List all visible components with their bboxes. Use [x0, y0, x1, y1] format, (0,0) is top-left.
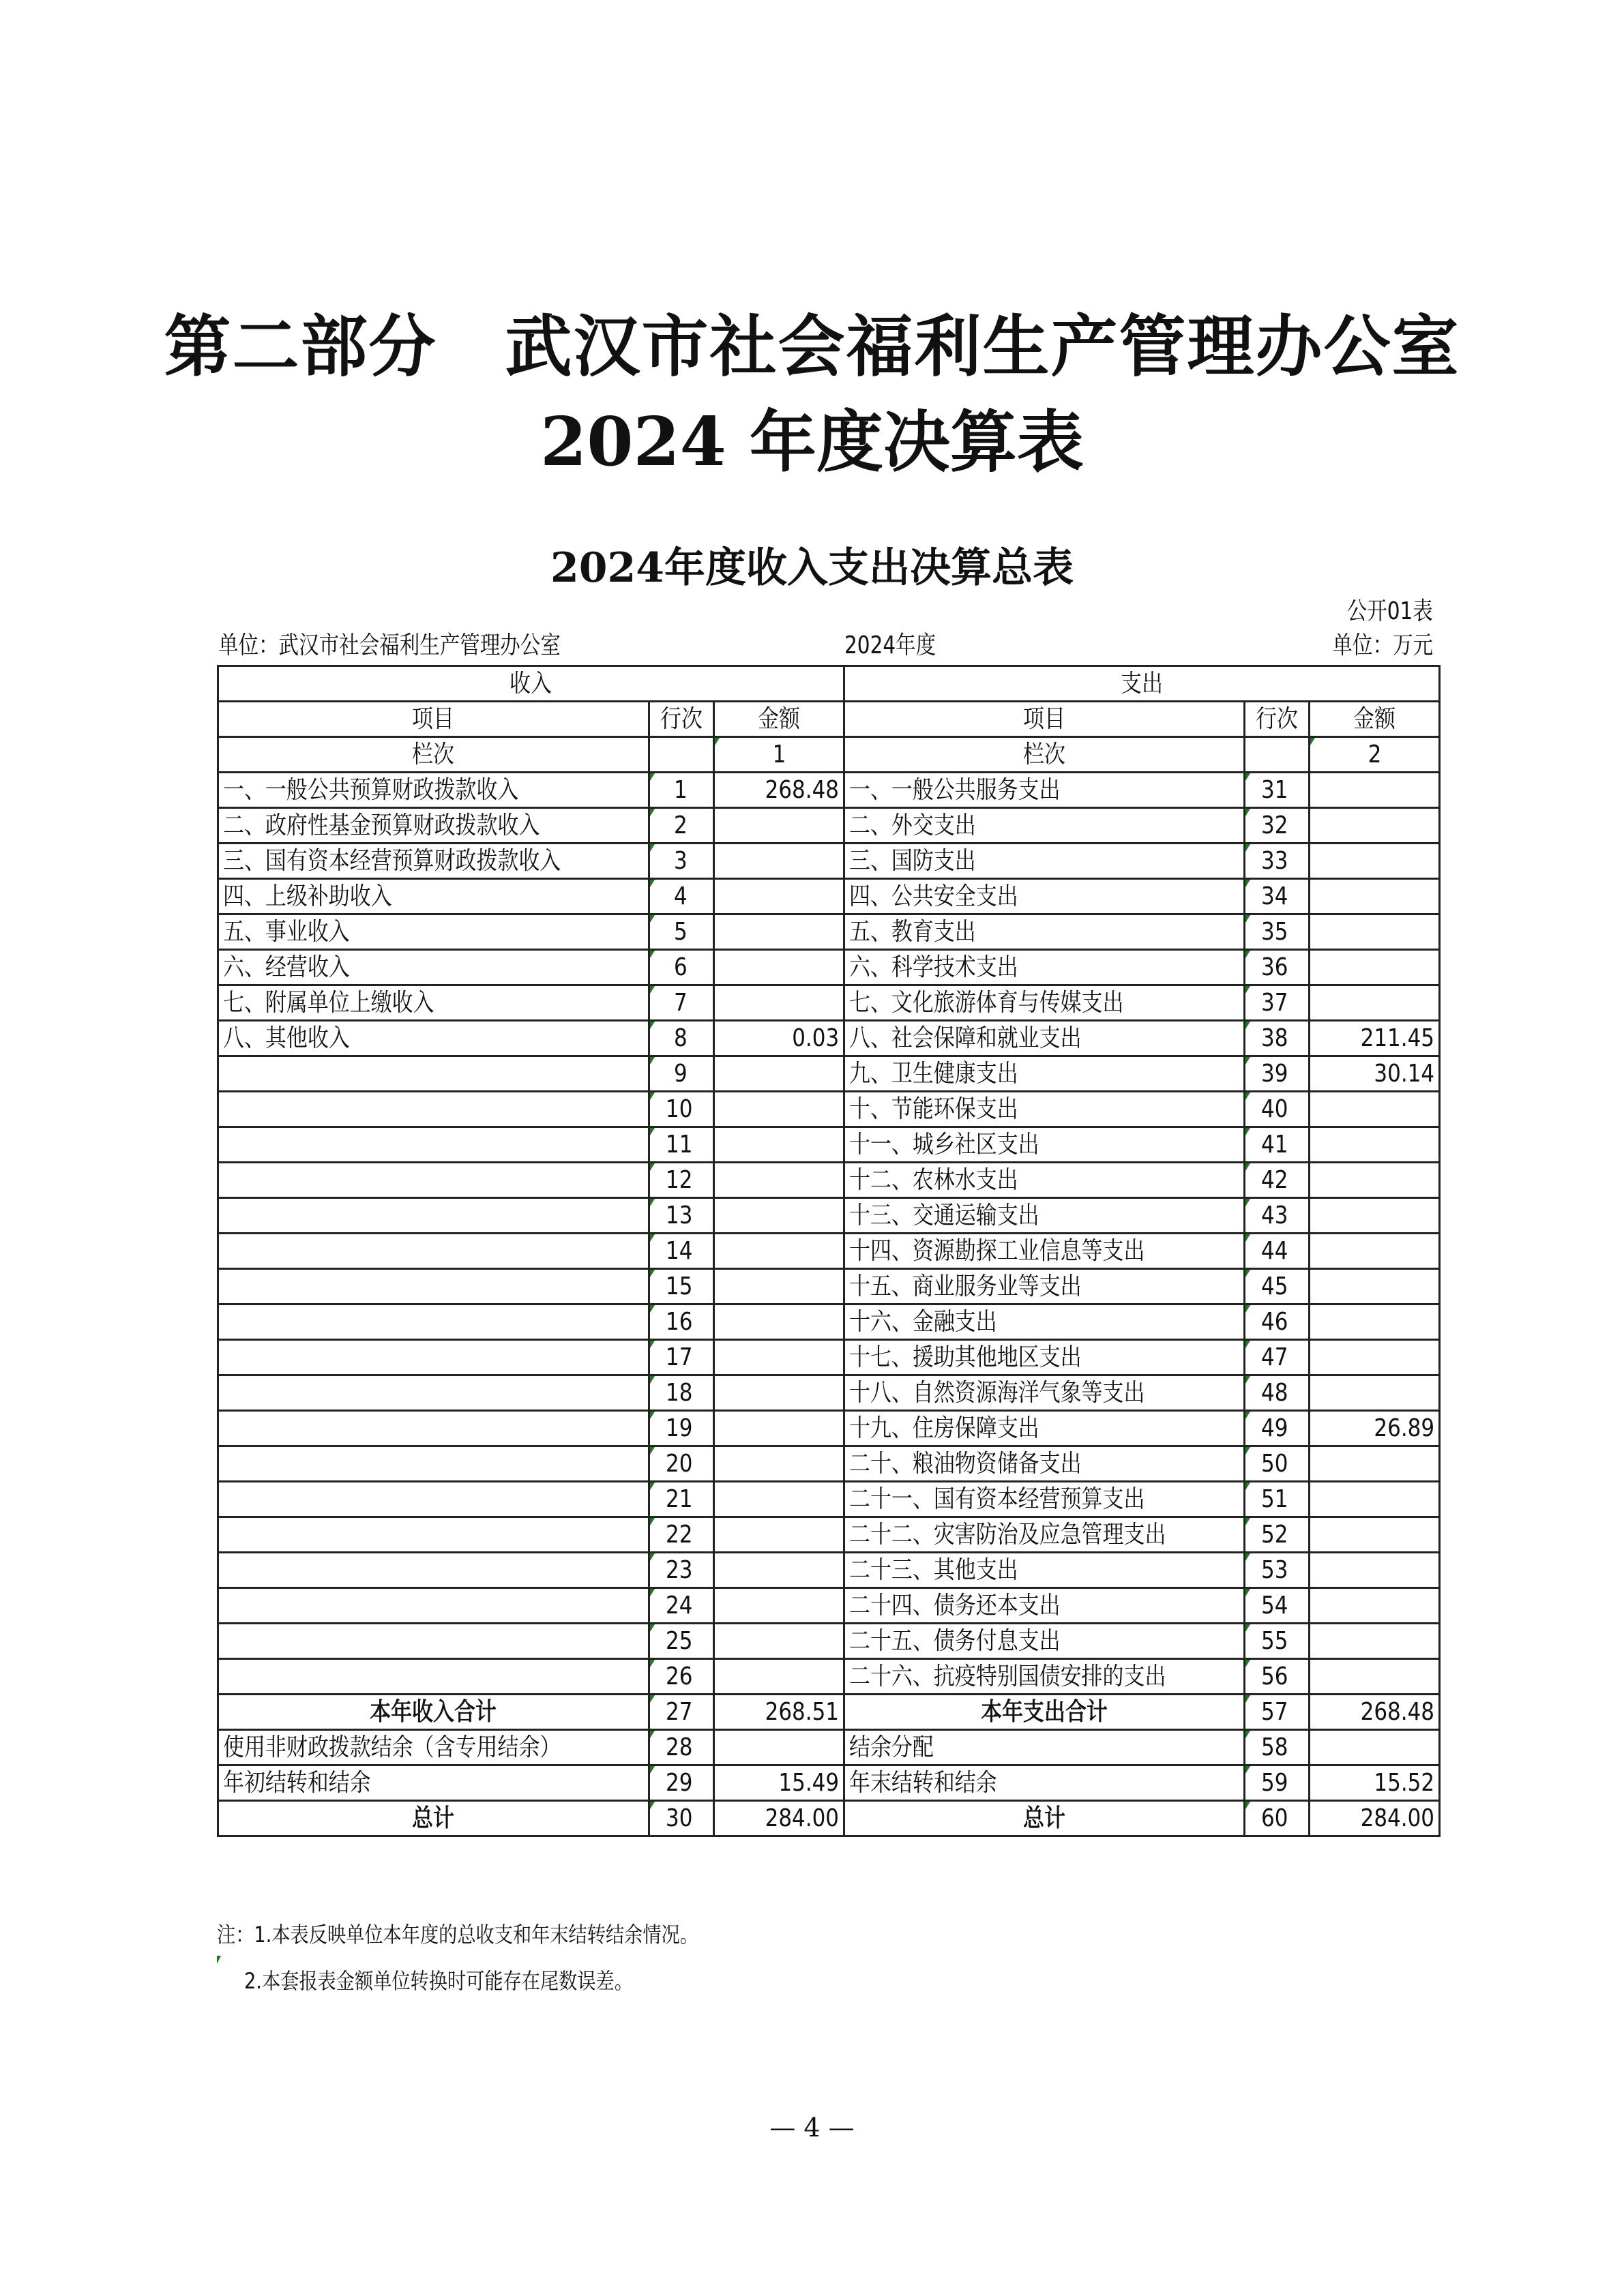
heading-org: 武汉市社会福利生产管理办公室 [505, 308, 1460, 386]
expense-row-no: 51 [1245, 1482, 1310, 1517]
income-amount [714, 1198, 844, 1234]
expense-row-no: 35 [1245, 914, 1310, 950]
expense-row-no: 60 [1245, 1801, 1310, 1836]
income-row-no: 10 [649, 1092, 714, 1127]
expense-item: 二十四、债务还本支出 [844, 1588, 1245, 1624]
expense-amount [1310, 1659, 1440, 1695]
expense-row-no: 56 [1245, 1659, 1310, 1695]
expense-amount [1310, 879, 1440, 914]
income-amount [714, 1446, 844, 1482]
income-amount [714, 1304, 844, 1340]
income-item [218, 1198, 649, 1234]
expense-row-no: 49 [1245, 1411, 1310, 1446]
income-expense-table [217, 665, 1441, 1837]
income-item: 三、国有资本经营预算财政拨款收入 [218, 844, 649, 879]
expense-row-no: 52 [1245, 1517, 1310, 1553]
table-row [218, 879, 1440, 914]
income-amount [714, 1092, 844, 1127]
income-item [218, 1624, 649, 1659]
expense-amount [1310, 1482, 1440, 1517]
expense-row-no: 58 [1245, 1730, 1310, 1765]
income-amount [714, 1624, 844, 1659]
income-row-no: 22 [649, 1517, 714, 1553]
income-row-no: 1 [649, 773, 714, 808]
table-row [218, 1624, 1440, 1659]
income-row-no: 26 [649, 1659, 714, 1695]
table-row [218, 1269, 1440, 1304]
income-amount [714, 1730, 844, 1765]
income-col-label: 栏次 [218, 737, 649, 773]
expense-amount [1310, 808, 1440, 844]
expense-item: 十、节能环保支出 [844, 1092, 1245, 1127]
income-item [218, 1269, 649, 1304]
income-row-no: 27 [649, 1695, 714, 1730]
note-2: 2.本套报表金额单位转换时可能存在尾数误差。 [244, 1968, 633, 1994]
income-row-no: 6 [649, 950, 714, 985]
expense-item: 结余分配 [844, 1730, 1245, 1765]
table-row [218, 1234, 1440, 1269]
income-row-no: 15 [649, 1269, 714, 1304]
expense-row-no: 45 [1245, 1269, 1310, 1304]
income-amount [714, 808, 844, 844]
expense-row-no: 34 [1245, 879, 1310, 914]
expense-col-blank [1245, 737, 1310, 773]
expense-item: 总计 [844, 1801, 1245, 1836]
expense-item-header: 项目 [844, 702, 1245, 737]
expense-item: 六、科学技术支出 [844, 950, 1245, 985]
income-amount [714, 1056, 844, 1092]
income-amount [714, 879, 844, 914]
income-item [218, 1411, 649, 1446]
expense-item: 二、外交支出 [844, 808, 1245, 844]
income-amount [714, 950, 844, 985]
income-item [218, 1517, 649, 1553]
income-item: 八、其他收入 [218, 1021, 649, 1056]
income-amount [714, 1269, 844, 1304]
expense-item: 二十一、国有资本经营预算支出 [844, 1482, 1245, 1517]
income-amount [714, 1234, 844, 1269]
form-code: 公开01表 [1346, 597, 1433, 625]
income-amount [714, 1588, 844, 1624]
income-item [218, 1482, 649, 1517]
expense-row-no: 46 [1245, 1304, 1310, 1340]
expense-row-no: 41 [1245, 1127, 1310, 1163]
table-row [218, 1695, 1440, 1730]
table-row [218, 1659, 1440, 1695]
expense-item: 七、文化旅游体育与传媒支出 [844, 985, 1245, 1021]
expense-row-no: 43 [1245, 1198, 1310, 1234]
expense-col-index: 2 [1310, 737, 1440, 773]
income-row-no: 3 [649, 844, 714, 879]
expense-amount: 30.14 [1310, 1056, 1440, 1092]
table-row [218, 1127, 1440, 1163]
expense-amount [1310, 985, 1440, 1021]
income-row-no: 19 [649, 1411, 714, 1446]
expense-item: 十八、自然资源海洋气象等支出 [844, 1375, 1245, 1411]
table-row [218, 1092, 1440, 1127]
income-item: 一、一般公共预算财政拨款收入 [218, 773, 649, 808]
expense-row-no: 57 [1245, 1695, 1310, 1730]
income-row-no: 4 [649, 879, 714, 914]
column-header-row [218, 702, 1440, 737]
income-amount [714, 1659, 844, 1695]
table-row [218, 985, 1440, 1021]
table-row [218, 1446, 1440, 1482]
table-row [218, 1411, 1440, 1446]
expense-row-no: 31 [1245, 773, 1310, 808]
expense-item: 十七、援助其他地区支出 [844, 1340, 1245, 1375]
income-item [218, 1340, 649, 1375]
income-amount [714, 1517, 844, 1553]
section-header-row [218, 666, 1440, 702]
income-row-no: 23 [649, 1553, 714, 1588]
expense-row-no: 40 [1245, 1092, 1310, 1127]
income-amount: 15.49 [714, 1765, 844, 1801]
income-col-blank [649, 737, 714, 773]
expense-row-no: 47 [1245, 1340, 1310, 1375]
table-row [218, 950, 1440, 985]
expense-amount-header: 金额 [1310, 702, 1440, 737]
income-section-header: 收入 [218, 666, 844, 702]
income-item [218, 1446, 649, 1482]
income-row-no: 13 [649, 1198, 714, 1234]
income-row-no: 20 [649, 1446, 714, 1482]
expense-item: 十九、住房保障支出 [844, 1411, 1245, 1446]
income-row-no: 21 [649, 1482, 714, 1517]
income-item [218, 1092, 649, 1127]
income-item [218, 1056, 649, 1092]
expense-amount: 284.00 [1310, 1801, 1440, 1836]
expense-item: 十四、资源勘探工业信息等支出 [844, 1234, 1245, 1269]
income-item: 本年收入合计 [218, 1695, 649, 1730]
income-row-no: 5 [649, 914, 714, 950]
expense-item: 十五、商业服务业等支出 [844, 1269, 1245, 1304]
expense-row-no: 59 [1245, 1765, 1310, 1801]
expense-item: 十一、城乡社区支出 [844, 1127, 1245, 1163]
note-1: 注：1.本表反映单位本年度的总收支和年末结转结余情况。 [217, 1922, 698, 1948]
table-row [218, 1198, 1440, 1234]
income-item [218, 1588, 649, 1624]
expense-row-no: 38 [1245, 1021, 1310, 1056]
expense-item: 十三、交通运输支出 [844, 1198, 1245, 1234]
expense-amount [1310, 1446, 1440, 1482]
income-row-no: 28 [649, 1730, 714, 1765]
table-row [218, 1588, 1440, 1624]
expense-row-no: 32 [1245, 808, 1310, 844]
expense-amount [1310, 1269, 1440, 1304]
expense-row-no: 44 [1245, 1234, 1310, 1269]
income-item [218, 1234, 649, 1269]
income-amount: 0.03 [714, 1021, 844, 1056]
income-amount [714, 1411, 844, 1446]
income-item: 四、上级补助收入 [218, 879, 649, 914]
expense-row-no: 50 [1245, 1446, 1310, 1482]
income-row-no: 11 [649, 1127, 714, 1163]
table-row [218, 1021, 1440, 1056]
expense-section-header: 支出 [844, 666, 1440, 702]
expense-amount [1310, 1092, 1440, 1127]
income-item: 二、政府性基金预算财政拨款收入 [218, 808, 649, 844]
expense-amount [1310, 1198, 1440, 1234]
income-item [218, 1163, 649, 1198]
expense-amount [1310, 1375, 1440, 1411]
expense-amount [1310, 1234, 1440, 1269]
expense-amount [1310, 1340, 1440, 1375]
expense-item: 十二、农林水支出 [844, 1163, 1245, 1198]
expense-amount: 15.52 [1310, 1765, 1440, 1801]
document-heading-line2: 2024 年度决算表 [540, 403, 1084, 481]
income-row-no: 2 [649, 808, 714, 844]
income-row-no: 12 [649, 1163, 714, 1198]
income-item: 五、事业收入 [218, 914, 649, 950]
expense-amount [1310, 844, 1440, 879]
expense-item: 九、卫生健康支出 [844, 1056, 1245, 1092]
expense-row-no: 33 [1245, 844, 1310, 879]
expense-rowno-header: 行次 [1245, 702, 1310, 737]
income-row-no: 16 [649, 1304, 714, 1340]
table-row [218, 1304, 1440, 1340]
table-row [218, 844, 1440, 879]
income-row-no: 14 [649, 1234, 714, 1269]
expense-amount: 26.89 [1310, 1411, 1440, 1446]
table-row [218, 1340, 1440, 1375]
table-row [218, 1765, 1440, 1801]
income-amount-header: 金额 [714, 702, 844, 737]
income-row-no: 25 [649, 1624, 714, 1659]
expense-amount [1310, 1127, 1440, 1163]
expense-amount: 268.48 [1310, 1695, 1440, 1730]
expense-item: 一、一般公共服务支出 [844, 773, 1245, 808]
table-row [218, 1482, 1440, 1517]
income-row-no: 24 [649, 1588, 714, 1624]
expense-amount [1310, 1588, 1440, 1624]
unit-label: 单位：武汉市社会福利生产管理办公室 [218, 631, 561, 659]
expense-item: 二十六、抗疫特别国债安排的支出 [844, 1659, 1245, 1695]
income-item: 七、附属单位上缴收入 [218, 985, 649, 1021]
income-col-index: 1 [714, 737, 844, 773]
income-amount [714, 1553, 844, 1588]
income-item [218, 1553, 649, 1588]
expense-amount [1310, 1553, 1440, 1588]
expense-amount [1310, 914, 1440, 950]
expense-row-no: 54 [1245, 1588, 1310, 1624]
expense-item: 三、国防支出 [844, 844, 1245, 879]
income-item-header: 项目 [218, 702, 649, 737]
income-amount: 284.00 [714, 1801, 844, 1836]
cell-marker-icon [217, 1956, 221, 1964]
expense-row-no: 36 [1245, 950, 1310, 985]
expense-row-no: 39 [1245, 1056, 1310, 1092]
income-row-no: 9 [649, 1056, 714, 1092]
table-row [218, 1375, 1440, 1411]
income-rowno-header: 行次 [649, 702, 714, 737]
document-heading-line1 [0, 293, 1624, 389]
expense-amount [1310, 950, 1440, 985]
income-amount [714, 914, 844, 950]
expense-amount [1310, 1624, 1440, 1659]
expense-item: 十六、金融支出 [844, 1304, 1245, 1340]
expense-row-no: 55 [1245, 1624, 1310, 1659]
income-amount [714, 1482, 844, 1517]
income-row-no: 30 [649, 1801, 714, 1836]
income-item [218, 1304, 649, 1340]
expense-item: 八、社会保障和就业支出 [844, 1021, 1245, 1056]
income-row-no: 8 [649, 1021, 714, 1056]
expense-row-no: 37 [1245, 985, 1310, 1021]
income-row-no: 18 [649, 1375, 714, 1411]
income-amount: 268.51 [714, 1695, 844, 1730]
expense-row-no: 42 [1245, 1163, 1310, 1198]
expense-item: 年末结转和结余 [844, 1765, 1245, 1801]
income-amount [714, 1127, 844, 1163]
income-item: 年初结转和结余 [218, 1765, 649, 1801]
table-row [218, 914, 1440, 950]
expense-item: 二十、粮油物资储备支出 [844, 1446, 1245, 1482]
expense-row-no: 53 [1245, 1553, 1310, 1588]
income-amount [714, 844, 844, 879]
table-row [218, 808, 1440, 844]
expense-row-no: 48 [1245, 1375, 1310, 1411]
expense-item: 二十三、其他支出 [844, 1553, 1245, 1588]
table-row [218, 1517, 1440, 1553]
column-index-row [218, 737, 1440, 773]
income-item: 总计 [218, 1801, 649, 1836]
expense-amount [1310, 1517, 1440, 1553]
income-row-no: 7 [649, 985, 714, 1021]
income-item: 六、经营收入 [218, 950, 649, 985]
expense-amount: 211.45 [1310, 1021, 1440, 1056]
table-row [218, 1730, 1440, 1765]
expense-item: 四、公共安全支出 [844, 879, 1245, 914]
expense-amount [1310, 1304, 1440, 1340]
table-row [218, 1553, 1440, 1588]
year-label: 2024年度 [844, 631, 936, 659]
income-amount [714, 985, 844, 1021]
income-item [218, 1127, 649, 1163]
heading-part: 第二部分 [164, 308, 437, 386]
income-amount [714, 1375, 844, 1411]
table-row [218, 1163, 1440, 1198]
income-row-no: 17 [649, 1340, 714, 1375]
table-row [218, 1801, 1440, 1836]
income-amount: 268.48 [714, 773, 844, 808]
income-amount [714, 1163, 844, 1198]
currency-label: 单位：万元 [1332, 631, 1433, 659]
income-row-no: 29 [649, 1765, 714, 1801]
income-amount [714, 1340, 844, 1375]
expense-item: 二十五、债务付息支出 [844, 1624, 1245, 1659]
table-row [218, 1056, 1440, 1092]
expense-col-label: 栏次 [844, 737, 1245, 773]
page-number: — 4 — [769, 2113, 855, 2143]
expense-item: 五、教育支出 [844, 914, 1245, 950]
income-item [218, 1375, 649, 1411]
expense-amount [1310, 1163, 1440, 1198]
table-title: 2024年度收入支出决算总表 [550, 544, 1074, 592]
expense-amount [1310, 773, 1440, 808]
expense-amount [1310, 1730, 1440, 1765]
expense-item: 二十二、灾害防治及应急管理支出 [844, 1517, 1245, 1553]
income-item: 使用非财政拨款结余（含专用结余） [218, 1730, 649, 1765]
income-item [218, 1659, 649, 1695]
expense-item: 本年支出合计 [844, 1695, 1245, 1730]
table-row [218, 773, 1440, 808]
